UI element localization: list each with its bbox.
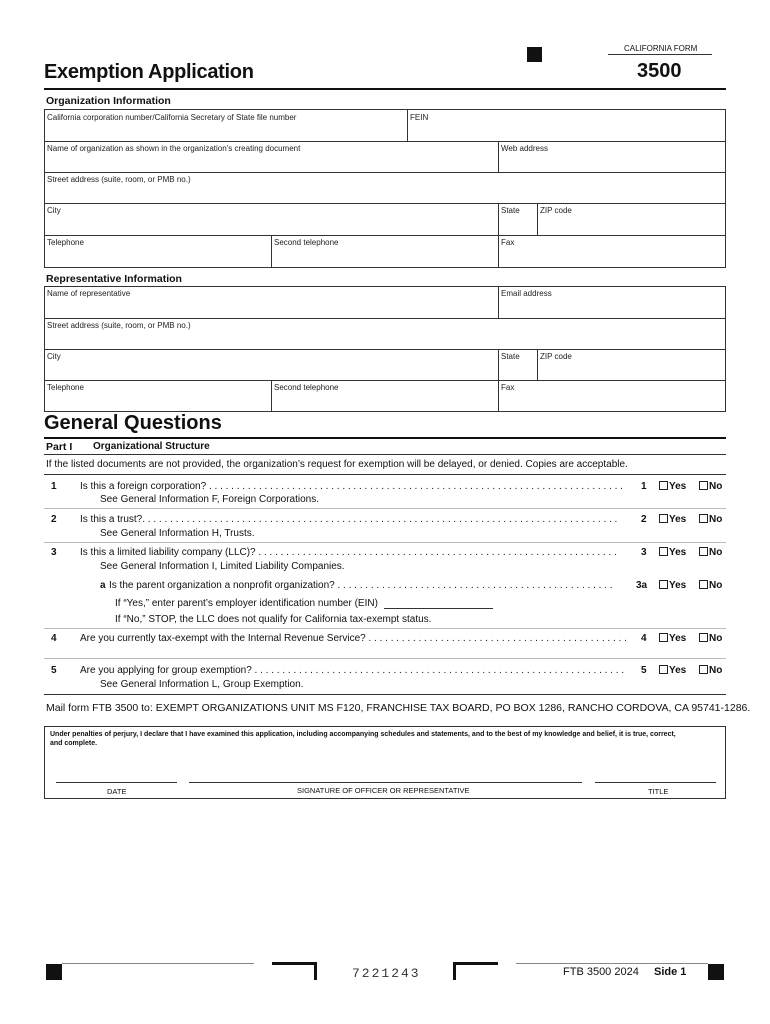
q3-text: Is this a limited liability company (LLC)? . . . . . . . . . . . . . . . . . . . . . . . . . . . . . . . . . . . . . . . . . . . . . . . . . . . . . . . . . . . . . . . . . (80, 547, 617, 558)
q4-no-checkbox[interactable]: No (699, 633, 722, 644)
rep-city-field[interactable]: City (47, 352, 61, 361)
q1-text: Is this a foreign corporation? . . . . . . . . . . . . . . . . . . . . . . . . . . . . . . . . . . . . . . . . . . . . . . . . . . . . . . . . . . . . . . . . . . . . . . . . . . . (80, 481, 623, 492)
general-intro: If the listed documents are not provided, the organization’s request for exemption will be delayed, or denied. Copies are acceptable. (46, 459, 628, 470)
q4-number: 4 (51, 633, 57, 644)
q2-number: 2 (51, 514, 57, 525)
rep-state-field[interactable]: State (501, 352, 520, 361)
q5-text: Are you applying for group exemption? . . . . . . . . . . . . . . . . . . . . . . . . . . . . . . . . . . . . . . . . . . . . . . . . . . . . . . . . . . . . . . . . . . . (80, 665, 625, 676)
title-label: TITLE (648, 787, 669, 796)
q2-subtext: See General Information H, Trusts. (100, 528, 255, 539)
registration-mark-bottom-right (708, 964, 724, 980)
q1-number: 1 (51, 481, 57, 492)
q4-text: Are you currently tax-exempt with the Internal Revenue Service? . . . . . . . . . . . . . . . . . . . . . . . . . . . . . . . . . . . . . . . . . . . . . . . (80, 633, 627, 644)
org-state-field[interactable]: State (501, 206, 520, 215)
q1-no-checkbox[interactable]: No (699, 481, 722, 492)
q1-subtext: See General Information F, Foreign Corporations. (100, 494, 319, 505)
title-line[interactable] (595, 782, 716, 783)
rep-street-field[interactable]: Street address (suite, room, or PMB no.) (47, 321, 191, 330)
q1-line-number: 1 (641, 481, 647, 492)
org-second-telephone-field[interactable]: Second telephone (274, 238, 339, 247)
q4-yes-checkbox[interactable]: Yes (659, 633, 686, 644)
org-name-field[interactable]: Name of organization as shown in the organization’s creating document (47, 144, 301, 153)
rep-zip-field[interactable]: ZIP code (540, 352, 572, 361)
rep-name-field[interactable]: Name of representative (47, 289, 131, 298)
signature-label: SIGNATURE OF OFFICER OR REPRESENTATIVE (297, 786, 470, 795)
org-street-field[interactable]: Street address (suite, room, or PMB no.) (47, 175, 191, 184)
q1-yes-checkbox[interactable]: Yes (659, 481, 686, 492)
org-city-field[interactable]: City (47, 206, 61, 215)
q3-number: 3 (51, 547, 57, 558)
q5-yes-checkbox[interactable]: Yes (659, 665, 686, 676)
perjury-statement: Under penalties of perjury, I declare that I have examined this application, including accompanying schedules and statements, and to the best of my knowledge and belief, it is true, correct, and complete. (50, 731, 676, 747)
q3-no-checkbox[interactable]: No (699, 547, 722, 558)
registration-mark (527, 47, 542, 62)
rep-email-field[interactable]: Email address (501, 289, 552, 298)
rep-second-telephone-field[interactable]: Second telephone (274, 383, 339, 392)
form-id: FTB 3500 2024 (563, 966, 639, 978)
mailing-instructions: Mail form FTB 3500 to: EXEMPT ORGANIZATIONS UNIT MS F120, FRANCHISE TAX BOARD, PO BOX 1286, RANCHO CORDOVA, CA 95741-1286. (46, 702, 751, 714)
rep-telephone-field[interactable]: Telephone (47, 383, 84, 392)
form-caption: CALIFORNIA FORM (624, 44, 698, 53)
org-zip-field[interactable]: ZIP code (540, 206, 572, 215)
rep-fax-field[interactable]: Fax (501, 383, 515, 392)
barcode-number: 7221243 (352, 966, 421, 981)
fein-field[interactable]: FEIN (410, 113, 429, 122)
corner-mark-right (453, 962, 498, 980)
q5-subtext: See General Information L, Group Exemption. (100, 679, 304, 690)
date-line[interactable] (56, 782, 177, 783)
parent-ein-input[interactable] (384, 608, 493, 609)
q3a-if-no: If “No,” STOP, the LLC does not qualify for California tax-exempt status. (115, 614, 432, 625)
part-title: Organizational Structure (93, 441, 210, 452)
q4-line-number: 4 (641, 633, 647, 644)
q3-subtext: See General Information I, Limited Liability Companies. (100, 561, 345, 572)
q3a-yes-checkbox[interactable]: Yes (659, 580, 686, 591)
q2-text: Is this a trust?. . . . . . . . . . . . . . . . . . . . . . . . . . . . . . . . . . . . . . . . . . . . . . . . . . . . . . . . . . . . . . . . . . . . . . . . . . . . . . . . . . . . . . (80, 514, 618, 525)
q3a-text: Is the parent organization a nonprofit organization? . . . . . . . . . . . . . . . . . . . . . . . . . . . . . . . . . . . . . . . . . . . . . . . . . . (109, 580, 613, 591)
rep-section-heading: Representative Information (46, 273, 182, 285)
web-address-field[interactable]: Web address (501, 144, 548, 153)
q3a-label: a (100, 580, 106, 591)
q3a-no-checkbox[interactable]: No (699, 580, 722, 591)
general-questions-heading: General Questions (44, 412, 222, 434)
q5-line-number: 5 (641, 665, 647, 676)
q2-yes-checkbox[interactable]: Yes (659, 514, 686, 525)
q3-line-number: 3 (641, 547, 647, 558)
signature-line[interactable] (189, 782, 582, 783)
side-label: Side 1 (654, 966, 687, 978)
q3a-if-yes: If “Yes,” enter parent’s employer identification number (EIN) (115, 598, 378, 609)
q3-yes-checkbox[interactable]: Yes (659, 547, 686, 558)
q5-number: 5 (51, 665, 57, 676)
corp-number-field[interactable]: California corporation number/California Secretary of State file number (47, 113, 297, 122)
org-fax-field[interactable]: Fax (501, 238, 515, 247)
form-number: 3500 (637, 60, 682, 82)
q3a-line-number: 3a (636, 580, 648, 591)
registration-mark-bottom-left (46, 964, 62, 980)
page-title: Exemption Application (44, 61, 254, 83)
q2-line-number: 2 (641, 514, 647, 525)
date-label: DATE (107, 787, 127, 796)
corner-mark-left (272, 962, 317, 980)
org-telephone-field[interactable]: Telephone (47, 238, 84, 247)
q2-no-checkbox[interactable]: No (699, 514, 722, 525)
org-section-heading: Organization Information (46, 95, 171, 107)
part-label: Part I (46, 441, 73, 453)
q5-no-checkbox[interactable]: No (699, 665, 722, 676)
